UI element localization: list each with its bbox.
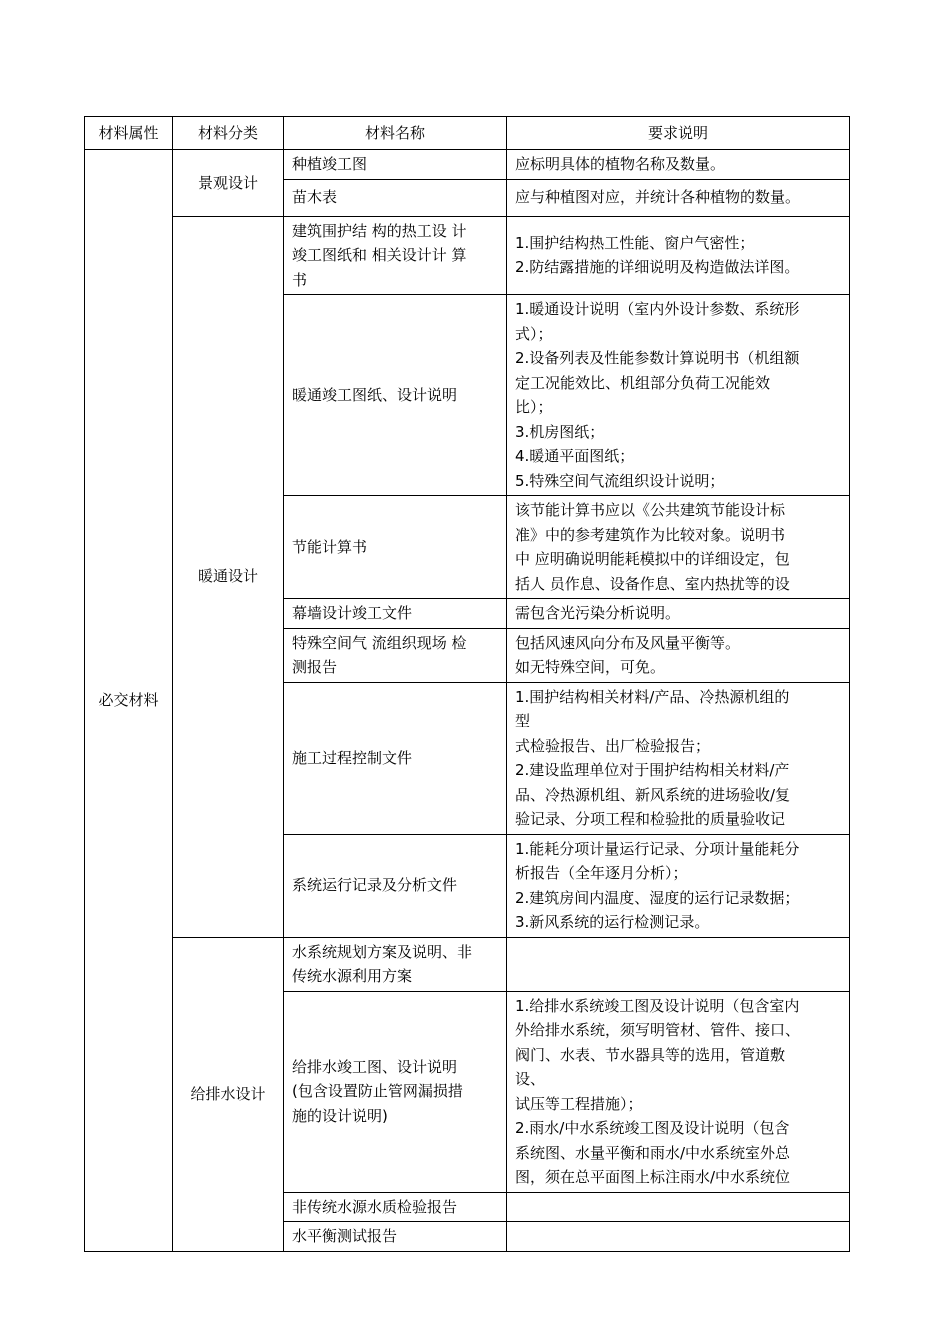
requirement [507, 1192, 850, 1222]
table-row [85, 150, 850, 180]
table-row [85, 937, 850, 991]
requirement: 需包含光污染分析说明。 [507, 599, 850, 629]
material-name: 建筑围护结 构的热工设 计 竣工图纸和 相关设计计 算 书 [284, 216, 507, 295]
material-name: 水平衡测试报告 [284, 1222, 507, 1252]
requirement: 应与种植图对应，并统计各种植物的数量。 [507, 179, 850, 216]
material-name: 节能计算书 [284, 496, 507, 599]
requirement: 1.围护结构热工性能、窗户气密性； 2.防结露措施的详细说明及构造做法详图。 [507, 216, 850, 295]
requirement: 应标明具体的植物名称及数量。 [507, 150, 850, 180]
material-name: 幕墙设计竣工文件 [284, 599, 507, 629]
requirement: 该节能计算书应以《公共建筑节能设计标 准》中的参考建筑作为比较对象。说明书 中 应明确说明能耗模拟中的详细设定，包 括人 员作息、设备作息、室内热扰等的设 [507, 496, 850, 599]
material-name: 水系统规划方案及说明、非 传统水源利用方案 [284, 937, 507, 991]
requirement: 1.暖通设计说明（室内外设计参数、系统形 式）； 2.设备列表及性能参数计算说明书（机组额 定工况能效比、机组部分负荷工况能效 比）； 3.机房图纸； 4.暖通平面图纸； 5.特殊空间气流组织设计说明； [507, 295, 850, 496]
material-name: 施工过程控制文件 [284, 682, 507, 834]
material-name: 种植竣工图 [284, 150, 507, 180]
header-name: 材料名称 [284, 117, 507, 150]
material-name: 特殊空间气 流组织现场 检 测报告 [284, 628, 507, 682]
material-name: 苗木表 [284, 179, 507, 216]
header-row [85, 117, 850, 150]
header-requirement: 要求说明 [507, 117, 850, 150]
material-name: 暖通竣工图纸、设计说明 [284, 295, 507, 496]
materials-table [84, 116, 850, 1252]
requirement [507, 1222, 850, 1252]
category-landscape: 景观设计 [173, 150, 284, 217]
requirement: 1.围护结构相关材料/产品、冷热源机组的 型 式检验报告、出厂检验报告； 2.建设监理单位对于围护结构相关材料/产 品、冷热源机组、新风系统的进场验收/复 验记录、分项工程和检验批的质量验收记 [507, 682, 850, 834]
category-water: 给排水设计 [173, 937, 284, 1251]
material-name: 非传统水源水质检验报告 [284, 1192, 507, 1222]
requirement: 1.给排水系统竣工图及设计说明（包含室内 外给排水系统，须写明管材、管件、接口、 阀门、水表、节水器具等的选用，管道敷 设、 试压等工程措施）； 2.雨水/中水系统竣工图及设计说明（包含 系统图、水量平衡和雨水/中水系统室外总 图，须在总平面图上标注雨水/中水系统位 [507, 991, 850, 1192]
header-attribute: 材料属性 [85, 117, 173, 150]
category-hvac: 暖通设计 [173, 216, 284, 937]
table-row [85, 216, 850, 295]
requirement: 1.能耗分项计量运行记录、分项计量能耗分 析报告（全年逐月分析）； 2.建筑房间内温度、湿度的运行记录数据； 3.新风系统的运行检测记录。 [507, 834, 850, 937]
header-category: 材料分类 [173, 117, 284, 150]
material-name: 系统运行记录及分析文件 [284, 834, 507, 937]
requirement [507, 937, 850, 991]
material-name: 给排水竣工图、设计说明 (包含设置防止管网漏损措 施的设计说明) [284, 991, 507, 1192]
attribute-cell: 必交材料 [85, 150, 173, 1252]
requirement: 包括风速风向分布及风量平衡等。 如无特殊空间，可免。 [507, 628, 850, 682]
